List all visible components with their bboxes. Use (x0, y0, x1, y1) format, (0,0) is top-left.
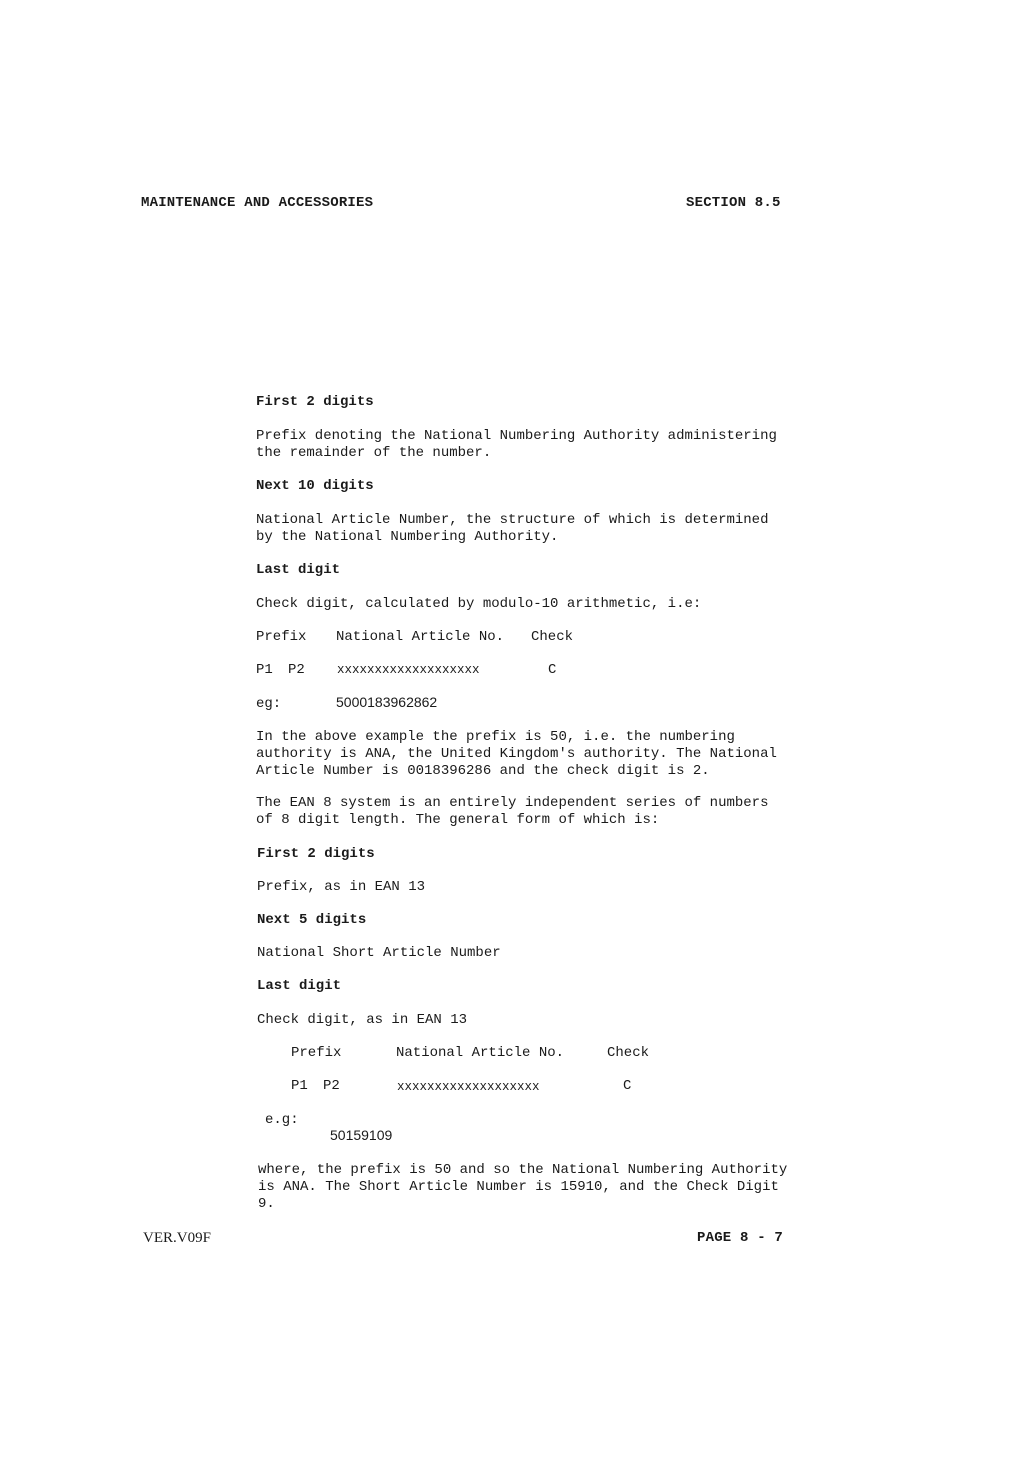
ean8-heading-last: Last digit (257, 978, 342, 994)
ean13-cell-p1: P1 (256, 662, 273, 678)
ean13-cell-p2: P2 (288, 662, 305, 678)
footer-page-number: PAGE 8 - 7 (697, 1230, 784, 1246)
ean8-cell-xs: xxxxxxxxxxxxxxxxxxx (397, 1080, 540, 1094)
ean8-para-example: where, the prefix is 50 and so the National Numbering Authority is ANA. The Short Article Number is 15910, and the Check Digit 9. (258, 1162, 788, 1212)
ean13-heading-next: Next 10 digits (256, 478, 374, 494)
ean8-para-check: Check digit, as in EAN 13 (257, 1012, 468, 1028)
ean8-cell-p1: P1 (291, 1078, 308, 1094)
ean13-col-article: National Article No. (336, 629, 505, 645)
ean8-eg-label: e.g: (265, 1112, 299, 1128)
ean13-cell-xs: xxxxxxxxxxxxxxxxxxx (337, 663, 480, 677)
ean8-heading-first: First 2 digits (257, 846, 375, 862)
ean13-para-example: In the above example the prefix is 50, i.e. the numbering authority is ANA, the United Kingdom's authority. The National Article Number is 0018396286 and the check digit is 2. (256, 729, 777, 779)
ean8-para-prefix: Prefix, as in EAN 13 (257, 879, 426, 895)
ean13-heading-first: First 2 digits (256, 394, 374, 410)
footer-version: VER.V09F (143, 1230, 211, 1246)
ean8-eg-value: 50159109 (330, 1127, 393, 1143)
ean8-intro: The EAN 8 system is an entirely independent series of numbers of 8 digit length. The general form of which is: (256, 795, 769, 828)
ean8-col-check: Check (607, 1045, 650, 1061)
ean13-col-check: Check (531, 629, 574, 645)
ean8-heading-next: Next 5 digits (257, 912, 367, 928)
ean8-cell-p2: P2 (323, 1078, 340, 1094)
ean13-eg-value: 5000183962862 (336, 694, 438, 710)
ean13-para-check: Check digit, calculated by modulo-10 arithmetic, i.e: (256, 596, 702, 612)
header-left: MAINTENANCE AND ACCESSORIES (141, 195, 374, 211)
header-right: SECTION 8.5 (686, 195, 781, 211)
ean13-col-prefix: Prefix (256, 629, 307, 645)
ean8-cell-c: C (623, 1078, 632, 1094)
ean13-cell-c: C (548, 662, 557, 678)
ean13-eg-label: eg: (256, 696, 282, 712)
ean8-col-prefix: Prefix (291, 1045, 342, 1061)
ean13-heading-last: Last digit (256, 562, 341, 578)
ean13-para-prefix: Prefix denoting the National Numbering Authority administering the remainder of the number. (256, 428, 777, 461)
ean8-col-article: National Article No. (396, 1045, 565, 1061)
ean13-para-article: National Article Number, the structure of which is determined by the National Numbering Authority. (256, 512, 769, 545)
ean8-para-article: National Short Article Number (257, 945, 501, 961)
